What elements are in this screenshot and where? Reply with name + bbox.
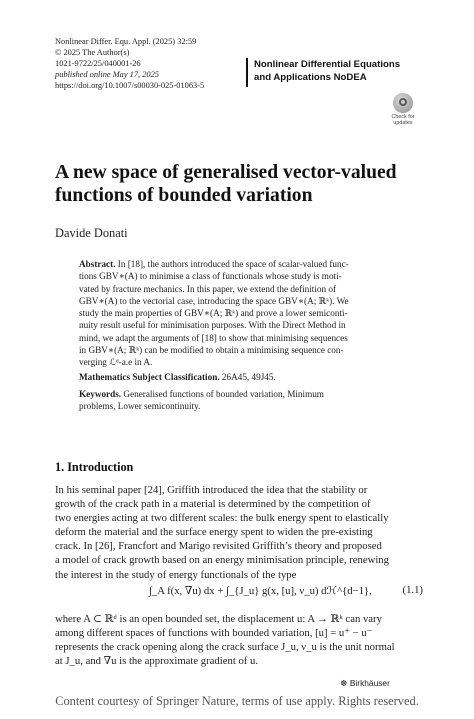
paragraph-line: at J_u, and ∇u is the approximate gradient of u.: [55, 655, 259, 668]
keywords-text: Generalised functions of bounded variation, Minimum: [123, 389, 324, 399]
abstract-line: nuity result useful for minimisation purposes. With the Direct Method in: [79, 320, 346, 331]
abstract-line: GBV∗(A) to the vectorial case, introducing the space GBV∗(A; ℝᵏ). We: [79, 295, 349, 306]
journal-name-line: Nonlinear Differential Equations: [254, 59, 401, 70]
paragraph-line: the interest in the study of energy functionals of the type: [55, 568, 297, 581]
journal-name: [254, 59, 400, 84]
paragraph-line: among different spaces of functions with bounded variation, [u] = u⁺ − u⁻: [55, 627, 373, 640]
keywords-line: [79, 388, 397, 400]
equation-formula: ∫_A f(x, ∇u) dx + ∫_{J_u} g(x, [u], ν_u) dℋ^{d−1},: [149, 585, 372, 597]
msc-value: 26A45, 49J45.: [221, 372, 276, 382]
check-updates-label-line: updates: [393, 120, 413, 126]
equation-number: (1.1): [402, 584, 423, 596]
doi-link[interactable]: https://doi.org/10.1007/s00030-025-01063-5: [55, 81, 205, 90]
abstract-line: verging ℒᵈ-a.e in A.: [79, 357, 153, 368]
section-heading: [55, 460, 133, 475]
abstract-line-text: In [18], the authors introduced the space of scalar-valued func-: [117, 259, 349, 269]
paragraph-line: where A ⊂ ℝᵈ is an open bounded set, the displacement u: A → ℝᵏ can vary: [55, 613, 382, 625]
footer-notice: Content courtesy of Springer Nature, terms of use apply. Rights reserved.: [55, 694, 419, 708]
publication-metadata: [55, 36, 204, 91]
paragraph-line: crack. In [26], Francfort and Marigo revisited Griffith’s theory and proposed: [55, 540, 382, 553]
keywords: [79, 388, 397, 413]
issn-line: 1021-9722/25/040001-26: [55, 59, 141, 68]
introduction-paragraph: [55, 483, 423, 582]
abstract-line: mind, we adapt the arguments of [18] to show that minimising sequences: [79, 332, 348, 343]
abstract-line: study the main properties of GBV∗(A; ℝᵏ) and prove a lower semiconti-: [79, 308, 348, 319]
paper-title: A new space of generalised vector-valued functions of bounded variation: [55, 162, 397, 206]
abstract: [79, 258, 397, 369]
copyright-line: © 2025 The Author(s): [55, 48, 130, 57]
section-title: Introduction: [67, 460, 134, 474]
abstract-label: Abstract.: [79, 259, 116, 269]
definitions-paragraph: [55, 612, 423, 668]
paragraph-line: represents the crack opening along the crack surface J_u, ν_u is the unit normal: [55, 641, 395, 654]
check-updates-label: [389, 114, 417, 126]
msc-classification: [79, 372, 276, 382]
msc-label: Mathematics Subject Classification.: [79, 372, 220, 382]
equation-1-1: [55, 580, 423, 606]
section-number: 1.: [55, 460, 65, 474]
abstract-line: in GBV∗(A; ℝᵏ) can be modified to obtain a minimising sequence con-: [79, 345, 344, 356]
paragraph-line: a model of crack growth based on an energy minimisation principle, renewing: [55, 554, 389, 567]
abstract-line: vated by fracture mechanics. In this paper, we extend the definition of: [79, 283, 337, 294]
keywords-line: problems, Lower semicontinuity.: [79, 401, 201, 412]
paragraph-line: two energies acting at two different scales: the bulk energy spent to elastically: [55, 512, 389, 525]
publisher-logo: [340, 678, 390, 688]
author-name: Davide Donati: [55, 226, 128, 240]
abstract-line: [79, 258, 397, 270]
abstract-line: tions GBV∗(A) to minimise a class of functionals whose study is moti-: [79, 271, 342, 282]
publisher-name: Birkhäuser: [349, 678, 390, 688]
journal-name-line: and Applications NoDEA: [254, 71, 367, 83]
published-online-line: published online May 17, 2025: [55, 70, 159, 79]
journal-divider: [246, 58, 248, 87]
check-updates-icon: [393, 93, 413, 113]
check-for-updates-button[interactable]: [389, 93, 417, 126]
publisher-icon: ☸: [340, 678, 348, 688]
paragraph-line: deform the material and the surface energy spent to widen the pre-existing: [55, 526, 373, 539]
keywords-label: Keywords.: [79, 389, 122, 399]
citation-line: Nonlinear Differ. Equ. Appl. (2025) 32:59: [55, 37, 197, 46]
paragraph-line: growth of the crack path in a material is determined by the competition of: [55, 498, 371, 511]
paragraph-line: In his seminal paper [24], Griffith introduced the idea that the stability or: [55, 484, 368, 496]
check-updates-label-line: Check for: [391, 114, 415, 120]
